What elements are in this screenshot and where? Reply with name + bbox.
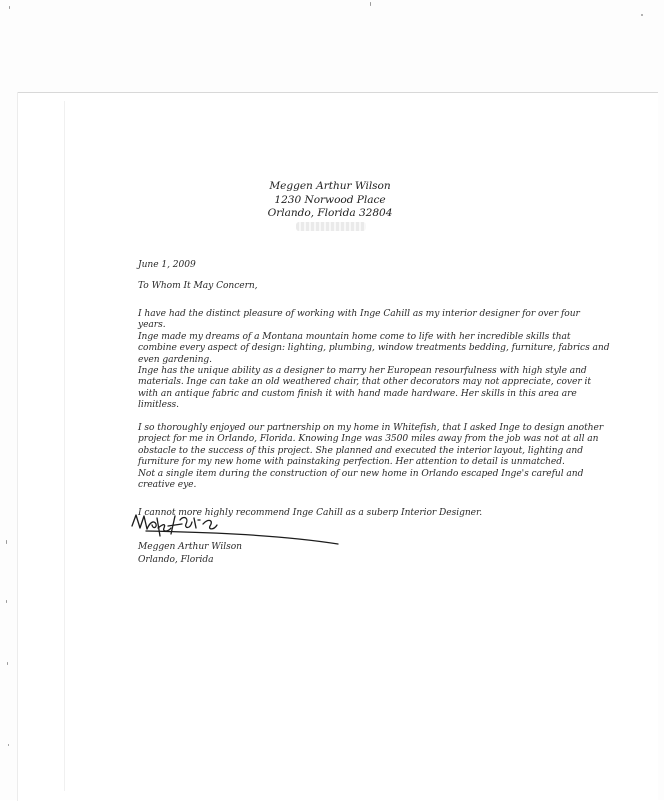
body-line: furniture for my new home with painstaking perfection. Her attention to detail is unmatched. [138, 457, 565, 468]
body-line: Inge has the unique ability as a designer to marry her European resourfulness with high style and [138, 366, 587, 377]
paragraph-gap [138, 412, 543, 423]
letterhead-street: 1230 Norwood Place [274, 193, 386, 206]
body-line: project for me in Orlando, Florida. Knowing Inge was 3500 miles away from the job was not at all an [138, 434, 599, 445]
body-line: creative eye. [138, 480, 197, 491]
letter-body [138, 309, 610, 491]
body-line: Not a single item during the construction of our new home in Orlando escaped Inge's careful and [138, 468, 584, 479]
body-line: obstacle to the success of this project. She planned and executed the interior layout, lighting and [138, 445, 583, 456]
letterhead-name: Meggen Arthur Wilson [269, 180, 391, 192]
letter-date: June 1, 2009 [138, 260, 196, 270]
body-line: I so thoroughly enjoyed our partnership on my home in Whitefish, that I asked Inge to design another [138, 423, 604, 434]
body-line: combine every aspect of design: lighting, plumbing, window treatments bedding, furniture, fabrics and [138, 343, 610, 354]
closing-line: I cannot more highly recommend Inge Cahill as a suberp Interior Designer. [138, 508, 483, 518]
body-line: limitless. [138, 400, 180, 411]
letterhead-city: Orlando, Florida 32804 [267, 207, 393, 220]
body-line: years. [138, 320, 166, 331]
letterhead [250, 180, 410, 221]
body-line: even gardening. [138, 354, 213, 365]
salutation: To Whom It May Concern, [138, 281, 258, 291]
redacted-phone [296, 222, 366, 231]
signatory-name: Meggen Arthur Wilson [138, 542, 242, 552]
body-line: Inge made my dreams of a Montana mountain home come to life with her incredible skills that [138, 331, 571, 342]
signatory-location: Orlando, Florida [138, 555, 214, 565]
body-line: materials. Inge can take an old weathered chair, that other decorators may not appreciate, cover it [138, 377, 591, 388]
body-line: with an antique fabric and custom finish it with hand made hardware. Her skills in this area are [138, 388, 577, 399]
body-line: I have had the distinct pleasure of working with Inge Cahill as my interior designer for over four [138, 309, 580, 319]
